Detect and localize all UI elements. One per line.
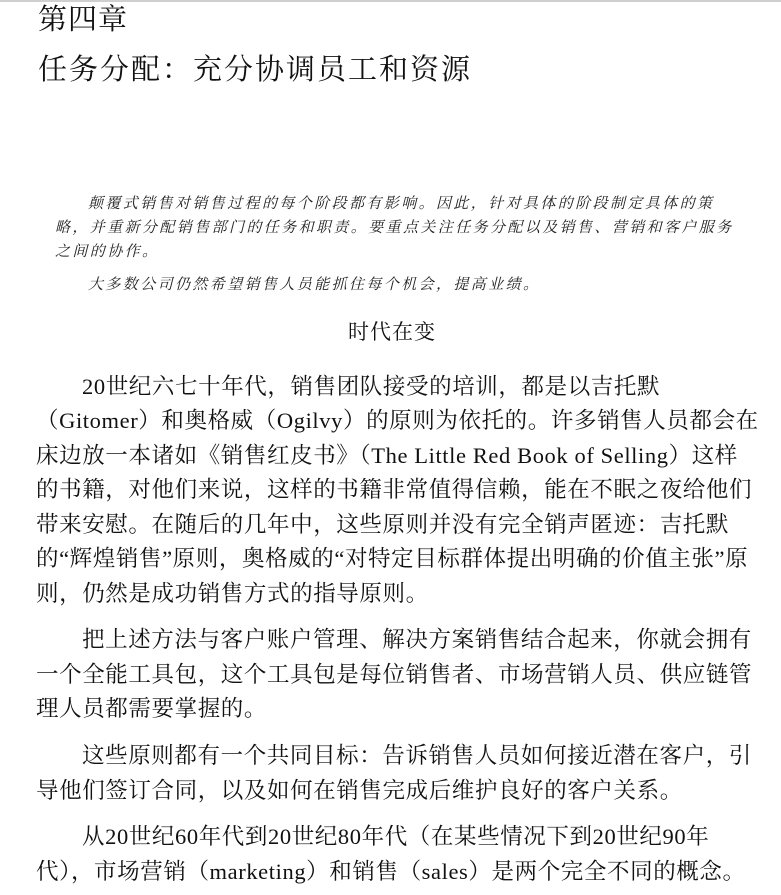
body-line: 的书籍，对他们来说，这样的书籍非常值得信赖，能在不眠之夜给他们: [36, 477, 753, 502]
chapter-title: 任务分配：充分协调员工和资源: [38, 52, 473, 86]
epigraph-line: 大多数公司仍然希望销售人员能抓住每个机会，提高业绩。: [88, 275, 541, 293]
epigraph-line: 略，并重新分配销售部门的任务和职责。要重点关注任务分配以及销售、营销和客户服务: [55, 218, 734, 236]
body-line: 把上述方法与客户账户管理、解决方案销售结合起来，你就会拥有: [82, 627, 752, 652]
body-line: 这些原则都有一个共同目标：告诉销售人员如何接近潜在客户，引: [82, 743, 752, 768]
body-line: 理人员都需要掌握的。: [36, 696, 268, 721]
body-line: 床边放一本诸如《销售红皮书》（The Little Red Book of Selling）这样: [36, 443, 738, 468]
body-line: 的“辉煌销售”原则，奥格威的“对特定目标群体提出明确的价值主张”原: [36, 546, 749, 571]
body-line: （Gitomer）和奥格威（Ogilvy）的原则为依托的。许多销售人员都会在: [36, 408, 759, 433]
body-line: 则，仍然是成功销售方式的指导原则。: [36, 581, 429, 606]
body-line: 代），市场营销（marketing）和销售（sales）是两个完全不同的概念。: [36, 859, 746, 884]
chapter-number: 第四章: [38, 2, 129, 36]
epigraph-line: 颠覆式销售对销售过程的每个阶段都有影响。因此，针对具体的阶段制定具体的策: [88, 194, 715, 212]
body-line: 导他们签订合同，以及如何在销售完成后维护良好的客户关系。: [36, 778, 683, 803]
section-heading: 时代在变: [348, 320, 436, 344]
body-line: 一个全能工具包，这个工具包是每位销售者、市场营销人员、供应链管: [36, 662, 753, 687]
body-line: 带来安慰。在随后的几年中，这些原则并没有完全销声匿迹：吉托默: [36, 512, 730, 537]
body-line: 20世纪六七十年代，销售团队接受的培训，都是以吉托默: [82, 374, 661, 399]
body-line: 从20世纪60年代到20世纪80年代（在某些情况下到20世纪90年: [82, 824, 710, 849]
epigraph-line: 之间的协作。: [55, 242, 160, 260]
